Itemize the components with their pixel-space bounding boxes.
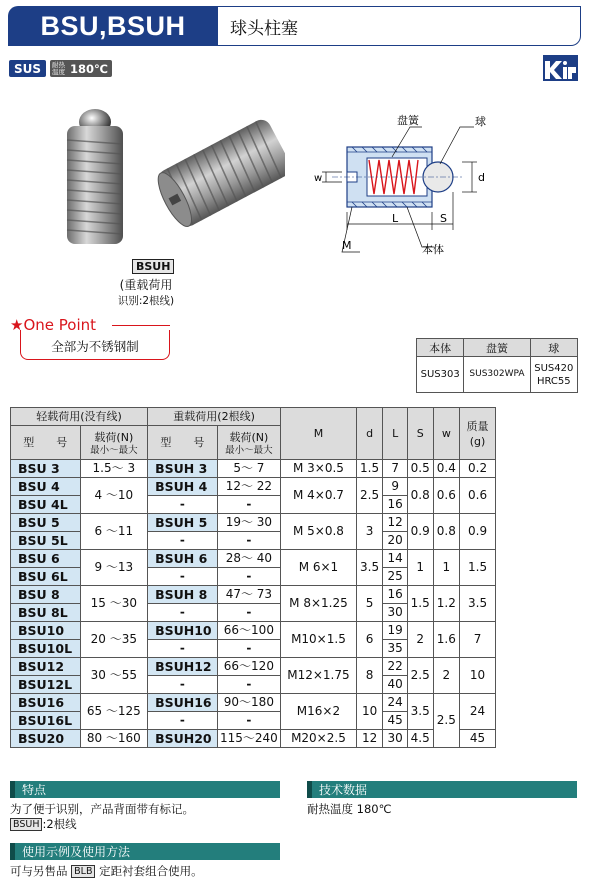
cell-L: 40 (383, 676, 408, 694)
cell-L: 24 (383, 694, 408, 712)
model-light: BSU 6 (11, 550, 81, 568)
cell-w: 1.6 (433, 622, 460, 658)
kipp-logo-icon (543, 55, 578, 81)
col-mass-label: 质量 (466, 419, 489, 433)
cell-d: 3 (356, 514, 383, 550)
mat-ball-value: SUS420 HRC55 (530, 357, 577, 393)
cell-w: 1 (433, 550, 460, 586)
group-light: 轻载荷用(没有线) (11, 408, 148, 426)
model-light: BSU 5 (11, 514, 81, 532)
cell-M: M12×1.75 (281, 658, 357, 694)
load-heavy: 12～ 22 (217, 478, 280, 496)
cell-w: 0.8 (433, 514, 460, 550)
load-heavy-empty: - (217, 640, 280, 658)
cell-M: M 8×1.25 (281, 586, 357, 622)
load-heavy-empty: - (217, 676, 280, 694)
col-light-load (80, 426, 148, 460)
bsuh-tag: BSUH (132, 259, 174, 274)
cell-mass: 0.2 (460, 460, 496, 478)
model-light: BSU 5L (11, 532, 81, 550)
cell-mass: 0.9 (460, 514, 496, 550)
cell-M: M20×2.5 (281, 730, 357, 748)
features-header: 特点 (10, 781, 280, 798)
model-heavy: BSUH16 (148, 694, 218, 712)
model-light: BSU16 (11, 694, 81, 712)
col-heavy-load-label: 载荷(N) (229, 430, 269, 444)
cell-M: M16×2 (281, 694, 357, 730)
cell-S: 4.5 (407, 730, 433, 748)
cell-S: 0.9 (407, 514, 433, 550)
cell-S: 0.8 (407, 478, 433, 514)
col-light-model: 型 号 (11, 426, 81, 460)
one-point-text: 全部为不锈钢制 (51, 339, 139, 354)
load-heavy-empty: - (217, 604, 280, 622)
load-light: 30 ～55 (80, 658, 148, 694)
cell-M: M 4×0.7 (281, 478, 357, 514)
model-heavy-empty: - (148, 568, 218, 586)
cell-S: 1 (407, 550, 433, 586)
model-heavy-empty: - (148, 496, 218, 514)
model-light: BSU12L (11, 676, 81, 694)
table-row (11, 514, 496, 532)
spec-table (10, 407, 496, 748)
model-heavy-empty: - (148, 604, 218, 622)
cell-mass: 7 (460, 622, 496, 658)
materials-table (416, 338, 578, 393)
cell-mass: 10 (460, 658, 496, 694)
cell-L: 25 (383, 568, 408, 586)
model-heavy-empty: - (148, 532, 218, 550)
cell-w: 1.2 (433, 586, 460, 622)
load-heavy: 47～ 73 (217, 586, 280, 604)
load-heavy: 66～100 (217, 622, 280, 640)
load-heavy: 115～240 (217, 730, 280, 748)
load-light: 1.5～ 3 (80, 460, 148, 478)
col-d: d (356, 408, 383, 460)
product-name: 球头柱塞 (218, 6, 581, 46)
usage-tag: BLB (71, 865, 95, 878)
col-heavy-load (217, 426, 280, 460)
cell-L: 16 (383, 496, 408, 514)
model-light: BSU12 (11, 658, 81, 676)
cell-w: 0.4 (433, 460, 460, 478)
load-heavy-empty: - (217, 568, 280, 586)
cell-w: 2 (433, 658, 460, 694)
load-heavy-empty: - (217, 496, 280, 514)
cell-mass: 45 (460, 730, 496, 748)
load-heavy: 90～180 (217, 694, 280, 712)
col-M: M (281, 408, 357, 460)
cell-L: 9 (383, 478, 408, 496)
load-heavy: 28～ 40 (217, 550, 280, 568)
product-code: BSU,BSUH (8, 6, 218, 46)
photo-caption: (重载荷用 (119, 278, 173, 292)
cell-mass: 1.5 (460, 550, 496, 586)
cell-L: 20 (383, 532, 408, 550)
cell-L: 12 (383, 514, 408, 532)
cell-L: 19 (383, 622, 408, 640)
cell-L: 30 (383, 604, 408, 622)
cell-w: 0.6 (433, 478, 460, 514)
cross-section-diagram (312, 112, 512, 262)
model-light: BSU 8 (11, 586, 81, 604)
label-ball: 球 (475, 115, 486, 128)
one-point-label: ★One Point (10, 316, 97, 334)
model-heavy: BSUH 8 (148, 586, 218, 604)
cell-L: 45 (383, 712, 408, 730)
model-heavy-empty: - (148, 712, 218, 730)
cell-L: 7 (383, 460, 408, 478)
usage-line1-b: 定距衬套组合使用。 (99, 864, 203, 878)
cell-mass: 24 (460, 694, 496, 730)
tech-header: 技术数据 (307, 781, 577, 798)
load-light: 9 ～13 (80, 550, 148, 586)
cell-S: 3.5 (407, 694, 433, 730)
table-row (11, 694, 496, 712)
table-row (11, 622, 496, 640)
product-photo (55, 100, 285, 265)
mat-spring-value: SUS302WPA (464, 357, 530, 393)
load-light: 6 ～11 (80, 514, 148, 550)
cell-w: 2.5 (433, 694, 460, 748)
col-w: w (433, 408, 460, 460)
model-heavy: BSUH 5 (148, 514, 218, 532)
cell-L: 30 (383, 730, 408, 748)
model-heavy: BSUH 6 (148, 550, 218, 568)
one-point-rule (112, 325, 170, 326)
model-heavy-empty: - (148, 640, 218, 658)
model-light: BSU 8L (11, 604, 81, 622)
photo-id-note: 识别:2根线) (117, 295, 175, 307)
load-light: 80 ～160 (80, 730, 148, 748)
load-heavy-empty: - (217, 532, 280, 550)
model-heavy: BSUH 4 (148, 478, 218, 496)
cell-d: 10 (356, 694, 383, 730)
usage-header: 使用示例及使用方法 (10, 843, 280, 860)
cell-M: M 5×0.8 (281, 514, 357, 550)
model-light: BSU 4L (11, 496, 81, 514)
cell-mass: 3.5 (460, 586, 496, 622)
model-light: BSU10L (11, 640, 81, 658)
cell-L: 16 (383, 586, 408, 604)
cell-L: 14 (383, 550, 408, 568)
table-row (11, 478, 496, 496)
col-heavy-model: 型 号 (148, 426, 218, 460)
col-light-load-range: 最小～最大 (90, 444, 138, 456)
table-row (11, 730, 496, 748)
model-heavy: BSUH 3 (148, 460, 218, 478)
table-row (11, 460, 496, 478)
cell-S: 2 (407, 622, 433, 658)
usage-line1-a: 可与另售品 (10, 864, 68, 878)
cell-S: 1.5 (407, 586, 433, 622)
model-heavy: BSUH20 (148, 730, 218, 748)
col-mass-unit: (g) (469, 434, 486, 448)
table-row (11, 658, 496, 676)
cell-S: 2.5 (407, 658, 433, 694)
col-heavy-load-range: 最小～最大 (225, 444, 273, 456)
mat-header-ball: 球 (530, 339, 577, 357)
load-heavy: 19～ 30 (217, 514, 280, 532)
features-tag: BSUH (10, 818, 42, 831)
heat-badge-label: 耐热温度 (52, 60, 65, 76)
mat-header-spring: 盘簧 (464, 339, 530, 357)
features-line2 (10, 816, 77, 832)
label-L: L (392, 212, 399, 225)
col-light-load-label: 载荷(N) (94, 430, 134, 444)
col-L: L (383, 408, 408, 460)
model-light: BSU10 (11, 622, 81, 640)
cell-M: M10×1.5 (281, 622, 357, 658)
cell-d: 1.5 (356, 460, 383, 478)
label-S: S (440, 212, 447, 225)
heat-badge (50, 60, 112, 77)
label-d: d (478, 171, 485, 184)
features-line2-text: :2根线 (42, 817, 77, 831)
cell-L: 35 (383, 640, 408, 658)
label-w: w (314, 173, 323, 184)
tech-line1: 耐热温度 180℃ (307, 802, 392, 816)
load-light: 65 ～125 (80, 694, 148, 730)
label-body: 本体 (422, 243, 444, 256)
group-heavy: 重载荷用(2根线) (148, 408, 281, 426)
model-light: BSU 3 (11, 460, 81, 478)
table-row (11, 586, 496, 604)
heat-badge-value: 180℃ (70, 61, 108, 76)
model-light: BSU 6L (11, 568, 81, 586)
table-row (11, 550, 496, 568)
cell-S: 0.5 (407, 460, 433, 478)
usage-line1 (10, 863, 203, 879)
load-heavy: 66～120 (217, 658, 280, 676)
load-light: 4 ～10 (80, 478, 148, 514)
load-heavy: 5～ 7 (217, 460, 280, 478)
cell-d: 8 (356, 658, 383, 694)
cell-d: 3.5 (356, 550, 383, 586)
load-light: 15 ～30 (80, 586, 148, 622)
title-bar (8, 6, 581, 46)
col-mass (460, 408, 496, 460)
cell-d: 2.5 (356, 478, 383, 514)
cell-mass: 0.6 (460, 478, 496, 514)
cell-M: M 6×1 (281, 550, 357, 586)
model-heavy: BSUH12 (148, 658, 218, 676)
material-badge: SUS (9, 60, 46, 77)
model-light: BSU20 (11, 730, 81, 748)
cell-d: 5 (356, 586, 383, 622)
label-spring: 盘簧 (397, 114, 419, 127)
load-light: 20 ～35 (80, 622, 148, 658)
features-line1: 为了便于识别，产品背面带有标记。 (10, 802, 194, 816)
model-light: BSU 4 (11, 478, 81, 496)
cell-L: 22 (383, 658, 408, 676)
cell-M: M 3×0.5 (281, 460, 357, 478)
mat-header-body: 本体 (417, 339, 464, 357)
mat-body-value: SUS303 (417, 357, 464, 393)
model-heavy: BSUH10 (148, 622, 218, 640)
label-M: M (342, 239, 352, 252)
cell-d: 6 (356, 622, 383, 658)
col-S: S (407, 408, 433, 460)
load-heavy-empty: - (217, 712, 280, 730)
cell-d: 12 (356, 730, 383, 748)
model-heavy-empty: - (148, 676, 218, 694)
model-light: BSU16L (11, 712, 81, 730)
